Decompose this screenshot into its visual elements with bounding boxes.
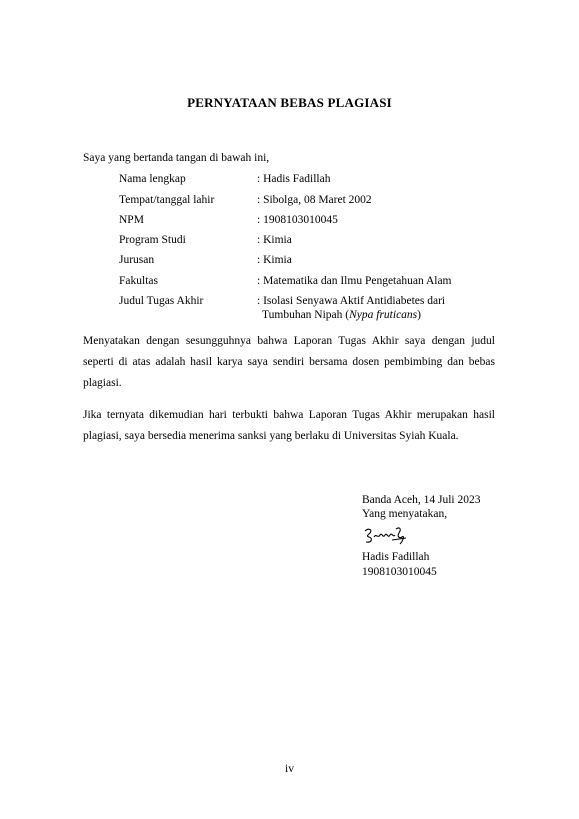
judul-line-2-suffix: )	[417, 309, 421, 321]
field-label: Nama lengkap	[119, 173, 186, 185]
place-date: Banda Aceh, 14 Juli 2023	[362, 494, 481, 506]
field-label: Jurusan	[119, 254, 155, 266]
consequence-paragraph: Jika ternyata dikemudian hari terbukti bahwa Laporan Tugas Akhir merupakan hasil plagiasi, saya bersedia menerima sanksi yang berlaku di Universitas Syiah Kuala.	[83, 409, 495, 442]
judul-line-2	[257, 308, 445, 322]
field-value: : Matematika dan Ilmu Pengetahuan Alam	[257, 275, 452, 287]
field-value: : Sibolga, 08 Maret 2002	[257, 194, 372, 206]
signer-name: Hadis Fadillah	[362, 551, 430, 563]
field-label: NPM	[119, 214, 144, 226]
field-value: : Kimia	[257, 254, 292, 266]
statement-paragraph: Menyatakan dengan sesungguhnya bahwa Laporan Tugas Akhir saya dengan judul seperti di atas adalah hasil karya saya sendiri bersama dosen pembimbing dan bebas plagiasi.	[83, 335, 495, 389]
page-title: PERNYATAAN BEBAS PLAGIASI	[187, 95, 392, 110]
judul-line-2-prefix: Tumbuhan Nipah (	[262, 309, 350, 321]
field-value: : 1908103010045	[257, 214, 338, 226]
field-value: : Kimia	[257, 234, 292, 246]
field-label: Tempat/tanggal lahir	[119, 194, 215, 206]
field-label: Program Studi	[119, 234, 186, 246]
field-label: Judul Tugas Akhir	[119, 295, 204, 307]
signature-statement: Yang menyatakan,	[362, 508, 448, 520]
field-value-judul	[257, 294, 445, 322]
signer-npm: 1908103010045	[362, 566, 437, 578]
judul-line-1: : Isolasi Senyawa Aktif Antidiabetes dari	[257, 295, 446, 307]
handwritten-signature	[362, 525, 408, 547]
intro-text: Saya yang bertanda tangan di bawah ini,	[83, 152, 270, 164]
field-value: : Hadis Fadillah	[257, 173, 331, 185]
species-name: Nypa fruticans	[349, 309, 418, 321]
page-number: iv	[285, 763, 294, 775]
field-label: Fakultas	[119, 275, 158, 287]
